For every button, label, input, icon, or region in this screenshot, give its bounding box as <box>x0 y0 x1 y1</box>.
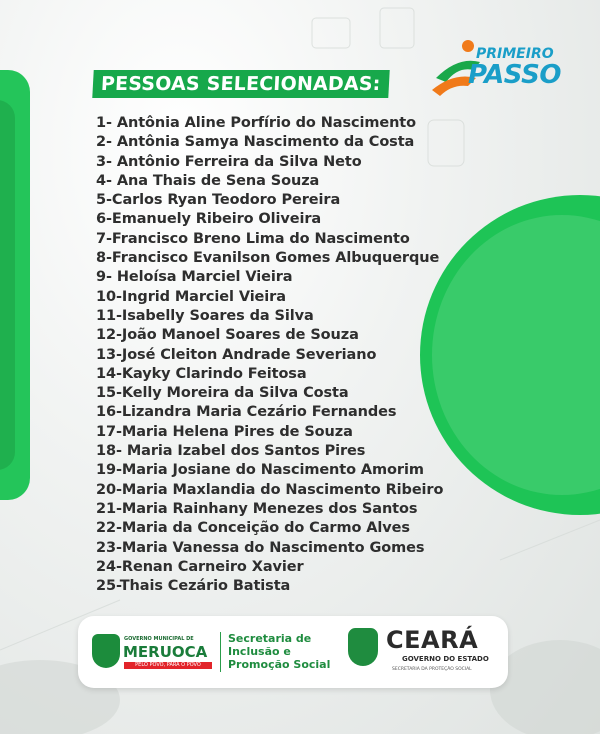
ceara-name: CEARÁ <box>386 626 479 654</box>
green-left-inner-shape <box>0 100 15 470</box>
meruoca-name: MERUOCA <box>123 643 208 661</box>
list-item: 23-Maria Vanessa do Nascimento Gomes <box>96 539 425 556</box>
secretaria-line-3: Promoção Social <box>228 658 331 671</box>
ceara-secretaria-text: SECRETARIA DA PROTEÇÃO SOCIAL <box>392 667 472 672</box>
list-item: 8-Francisco Evanilson Gomes Albuquerque <box>96 250 440 267</box>
list-item: 19-Maria Josiane do Nascimento Amorim <box>96 462 424 479</box>
meruoca-logo <box>92 630 218 676</box>
list-item: 17-Maria Helena Pires de Souza <box>96 423 353 440</box>
list-item: 16-Lizandra Maria Cezário Fernandes <box>96 404 397 421</box>
list-item: 21-Maria Rainhany Menezes dos Santos <box>96 500 418 517</box>
secretaria-line-1: Secretaria de <box>228 632 312 645</box>
page-title: PESSOAS SELECIONADAS: <box>92 70 389 98</box>
list-item: 3- Antônio Ferreira da Silva Neto <box>96 153 362 170</box>
footer-divider <box>220 632 221 672</box>
meruoca-tagline: PELO POVO, PARA O POVO <box>124 662 212 669</box>
list-item: 15-Kelly Moreira da Silva Costa <box>96 385 349 402</box>
list-item: 6-Emanuely Ribeiro Oliveira <box>96 211 322 228</box>
list-item: 20-Maria Maxlandia do Nascimento Ribeiro <box>96 481 444 498</box>
secretaria-line-2: Inclusão e <box>228 645 291 658</box>
list-item: 13-José Cleiton Andrade Severiano <box>96 346 377 363</box>
list-item: 2- Antônia Samya Nascimento da Costa <box>96 134 415 151</box>
list-item: 10-Ingrid Marciel Vieira <box>96 288 286 305</box>
list-item: 22-Maria da Conceição do Carmo Alves <box>96 520 410 537</box>
logo-passo-text: PASSO <box>468 60 561 90</box>
secretaria-label <box>228 632 330 671</box>
list-item: 7-Francisco Breno Lima do Nascimento <box>96 230 410 247</box>
list-item: 9- Heloísa Marciel Vieira <box>96 269 293 286</box>
list-item: 1- Antônia Aline Porfírio do Nascimento <box>96 115 416 131</box>
ceara-government-logo <box>348 626 498 680</box>
ceara-crest-icon <box>348 628 378 666</box>
logo-primeiro-text: PRIMEIRO <box>476 46 554 62</box>
list-item: 5-Carlos Ryan Teodoro Pereira <box>96 192 341 209</box>
list-item: 18- Maria Izabel dos Santos Pires <box>96 443 366 460</box>
list-item: 25-Thais Cezário Batista <box>96 578 291 595</box>
list-item: 12-João Manoel Soares de Souza <box>96 327 359 344</box>
meruoca-crest-icon <box>92 634 120 668</box>
list-item: 4- Ana Thais de Sena Souza <box>96 172 320 189</box>
ceara-gov-text: GOVERNO DO ESTADO <box>402 655 489 663</box>
footer-logo-bar <box>78 616 508 688</box>
list-item: 11-Isabelly Soares da Silva <box>96 307 314 324</box>
list-item: 24-Renan Carneiro Xavier <box>96 558 304 575</box>
selected-people-list <box>96 114 443 596</box>
meruoca-top-text: GOVERNO MUNICIPAL DE <box>124 636 194 642</box>
primeiro-passo-logo <box>428 38 568 98</box>
list-item: 14-Kayky Clarindo Feitosa <box>96 365 307 382</box>
